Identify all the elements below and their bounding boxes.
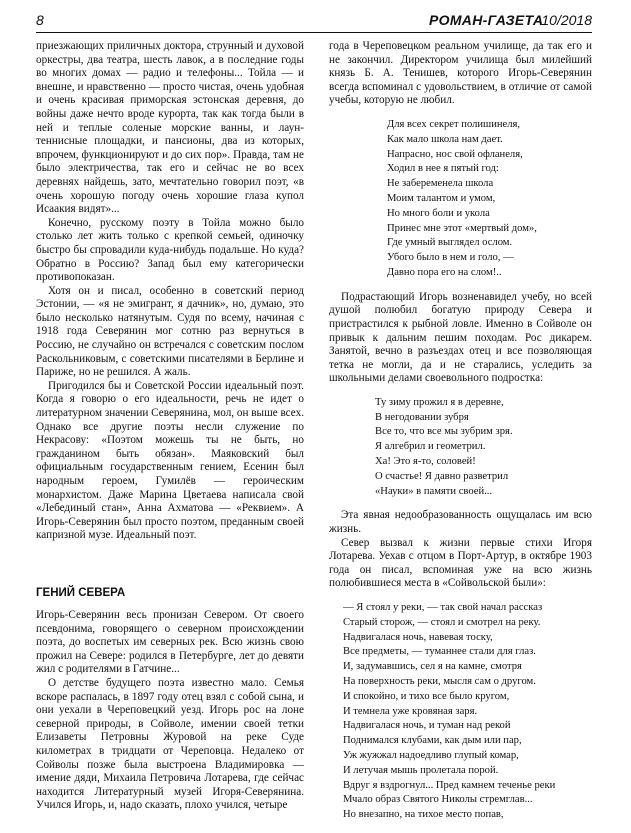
poem-line: Надвигалася ночь, и туман над рекой [343,720,511,732]
poem-line: Мчало образ Святого Николы стремглав... [343,794,533,806]
paragraph: приезжающих приличных доктора, струнный и духовой оркестры, два театра, шесть лавок, а в последние годы во многих домах — радио и телефоны... Тойла — и внешне, и нравственно — просто чистая, очень удобная и очень красивая приморская эстонская деревня, до войны даже нечто вроде курорта, так как тогда были в ней и теплые соленые морские ванны, и лаун-теннисные площадки, и пансионы, два из которых, впрочем, функционируют и до сих пор». Правда, там не было электричества, так его и сейчас не во всех деревнях найдешь, зато, мечтательно говорил поэт, «в очень хорошую погоду очень хорошие глаза купол Исаакия видят»... [36,40,304,216]
paragraph: Эта явная недообразованность ощущалась им всю жизнь. [329,509,592,536]
poem-line: Моим талантом и умом, [387,192,496,204]
poem-line: Давно пора его на слом!.. [387,266,502,278]
poem-line: Старый сторож, — стоял и смотрел на реку. [343,616,541,628]
poem-line: На поверхность реки, мысля сам о другом. [343,676,536,688]
poem-line: В негодовании зубря [375,411,469,423]
poem-line: Где умный выглядел ослом. [387,237,513,249]
poem-line: Ха! Это я-то, соловей! [375,456,476,468]
poem-line: Все предметы, — туманнее стали для глаз. [343,646,536,658]
paragraph: Конечно, русскому поэту в Тойла можно было столько лет жить только с крепкой семьей, одиночку быстро бы спровадили куда-нибудь подальше. Но куда? Обратно в Россию? Запад был ему категорически противопоказан. [36,216,304,284]
poem-line: Поднимался клубами, как дым или пар, [343,735,522,747]
poem-line: Принес мне этот «мертвый дом», [387,222,537,234]
paragraph: Север вызвал к жизни первые стихи Игоря Лотарева. Уехав с отцом в Порт-Артур, в октябре 1903 года он писал, вспоминая уже на всю жизнь полюбившиеся места в «Сойвольской были»: [329,536,592,590]
poem-line: — Я стоял у реки, — так свой начал рассказ [343,602,543,614]
poem-line: Для всех секрет полишинеля, [387,118,521,130]
poem-village [329,396,592,500]
paragraph: Пригодился бы и Советской России идеальный поэт. Когда я говорю о его идеальности, речь не идет о литературном значении Северянина, мол, он выше всех. Однако все другие поэты несли служение по Некрасову: «Поэтом можешь ты не быть, но гражданином быть обязан». Маяковский был официальным государственным гением, Есенин был народным героем, Гумилёв — героическим монархистом. Даже Марина Цветаева написала свой «Лебединый стан», Анна Ахматова — «Реквием». А Игорь-Северянин был просто поэтом, преданным своей капризной музе. Идеальный поэт. [36,379,304,542]
poem-line: О счастье! Я давно разветрил [375,470,509,482]
paragraph: О детстве будущего поэта известно мало. Семья вскоре распалась, в 1897 году отец взял с собой сына, и они уехали в Череповецкий уезд. Игорь рос на лоне северной природы, в Сойволе, имении своей тетки Елизаветы Петровны Журовой на реке Суде километрах в тридцати от Череповца. Недалеко от Сойволы позже была выстроена Владимировка — имение дяди, Михаила Петровича Лотарева, где сейчас находится Литературный музей Игоря-Северянина. Учился Игорь, и, надо сказать, плохо учился, четыре [36,676,304,812]
issue-number: 10/2018 [541,12,592,28]
poem-line: Надвигалася ночь, навевая тоску, [343,631,493,643]
paragraph: года в Череповецком реальном училище, да так его и не закончил. Директором училища был милейший князь Б. А. Тенишев, которого Игорь-Северянин всегда вспоминал с удовольствием, в отличие от самой учебы, которую не любил. [329,40,592,107]
poem-line: Но много боли и укола [387,207,490,219]
poem-line: Убого было в нем и голо, — [387,252,514,264]
section-heading: ГЕНИЙ СЕВЕРА [36,586,126,599]
paragraph: Игорь-Северянин весь пронизан Севером. От своего псевдонима, говорящего о северном происхождении поэта, до воспетых им северных рек. Всю жизнь свою прожил на Севере: родился в Петербурге, лет до девяти жил с родителями в Гатчине... [36,608,304,676]
poem-line: Ту зиму прожил я в деревне, [375,396,504,408]
poem-soivola [329,601,592,823]
poem-line: Ходил в нее я пятый год: [387,163,499,175]
poem-line: Не забеременела школа [387,178,494,190]
paragraph: Подрастающий Игорь возненавидел учебу, но всей душой полюбил богатую природу Севера и пристрастился к рыбной ловле. Именно в Сойволе он привык к дальним пешим походам. Рос дикарем. Занятой, вечно в разъездах отец и все позволяющая тетка не могли, да и не старались, уследить за школьными делами своевольного подростка: [329,290,592,385]
poem-line: И летучая мышь пролетала порой. [343,764,499,776]
poem-line: Как мало школа нам дает. [387,133,503,145]
magazine-title: РОМАН-ГАЗЕТА [429,12,544,28]
poem-line: И, задумавшись, сел я на камне, смотря [343,661,522,673]
poem-line: Но внезапно, на тихое место попав, [343,809,504,821]
page-number: 8 [36,12,44,28]
poem-line: И спокойно, и тихо все было кругом, [343,690,510,702]
poem-school [329,118,592,281]
paragraph: Хотя он и писал, особенно в советский период Эстонии, — «я не эмигрант, я дачник», но, думаю, это было несколько натянутым. Судя по всему, начиная с 1918 года Северянин мог сотню раз вернуться в Россию, не случайно он встречался с советским послом Раскольниковым, с советскими писателями в Берлине и Париже, но не решился. А жаль. [36,284,304,379]
poem-line: Вдруг я вздрогнул... Пред камнем теченье реки [343,779,556,791]
right-column [329,40,592,833]
poem-line: Уж жужжал надоедливо глупый комар, [343,750,519,761]
poem-line: Все то, что все мы зубрим зря. [375,426,513,438]
poem-line: Я алгебрил и геометрил. [375,441,486,453]
poem-line: Напрасно, нос свой офланеля, [387,148,523,160]
poem-line: И темнела уже кровяная заря. [343,705,478,717]
poem-line: «Науки» в памяти своей... [375,485,493,497]
left-column [36,40,304,813]
page-header [36,10,592,33]
